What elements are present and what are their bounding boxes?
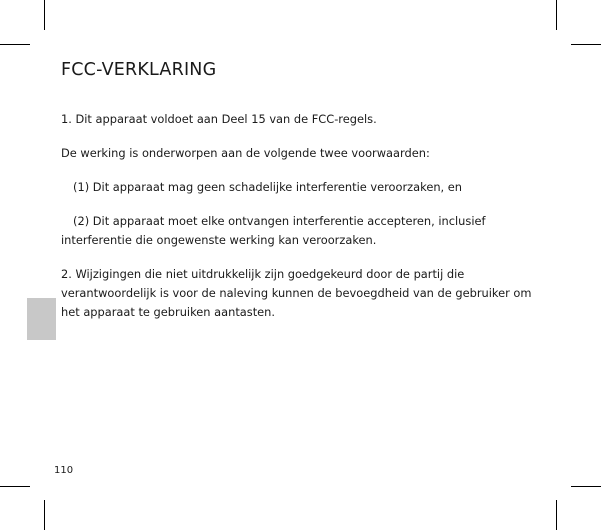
paragraph-3: 2. Wijzigingen die niet uitdrukkelijk zijn goedgekeurd door de partij die verantwoordelijk is voor de naleving kunnen de bevoegdheid van de gebruiker om het apparaat te gebruiken aantasten. [61,267,532,319]
crop-mark-bottom-left-vertical [44,500,45,530]
crop-mark-top-right-vertical [556,0,557,30]
paragraph-2: De werking is onderworpen aan de volgende twee voorwaarden: [61,146,430,160]
paragraph-1: 1. Dit apparaat voldoet aan Deel 15 van de FCC-regels. [61,112,377,126]
crop-mark-top-left-vertical [44,0,45,30]
document-title: FCC-VERKLARING [61,60,217,80]
crop-mark-top-right-horizontal [571,44,601,45]
page-number: 110 [54,465,74,476]
crop-mark-bottom-left-horizontal [0,486,30,487]
document-body [61,58,551,337]
crop-mark-bottom-right-vertical [556,500,557,530]
paragraph-condition-2: (2) Dit apparaat moet elke ontvangen interferentie accepteren, inclusief interferentie die ongewenste werking kan veroorzaken. [61,214,486,247]
crop-mark-top-left-horizontal [0,44,30,45]
crop-mark-bottom-right-horizontal [571,486,601,487]
section-side-tab [27,298,56,340]
paragraph-condition-1: (1) Dit apparaat mag geen schadelijke interferentie veroorzaken, en [73,180,463,194]
